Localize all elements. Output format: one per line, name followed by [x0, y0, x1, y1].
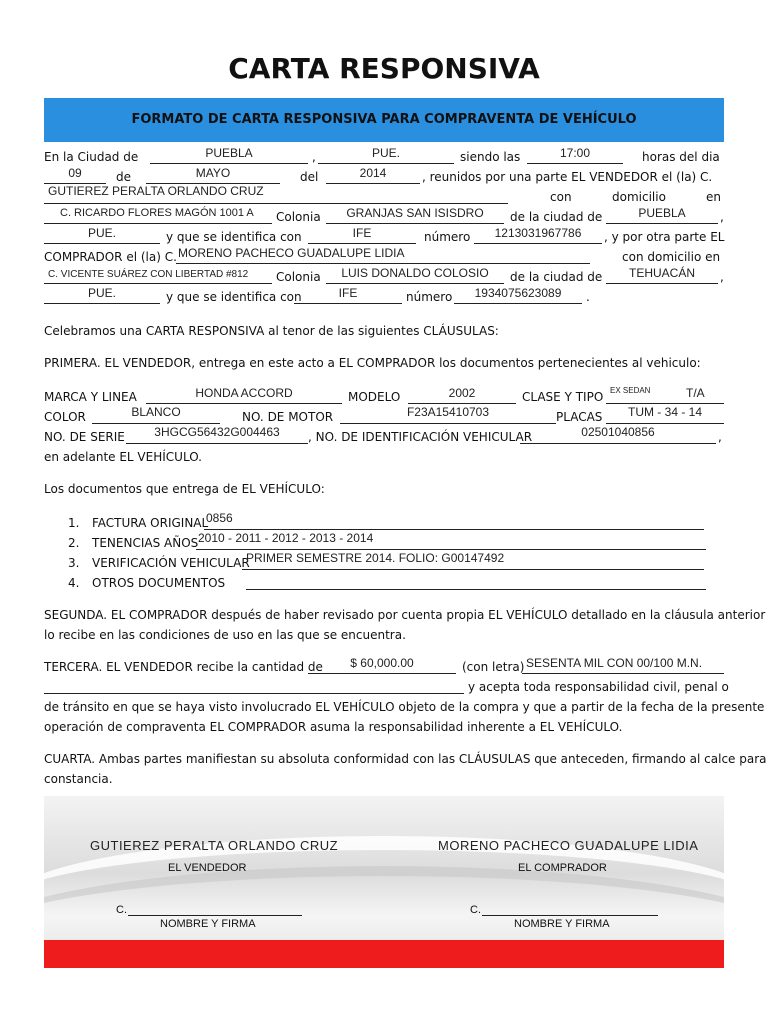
field-comprador-estado[interactable]: PUE. — [87, 286, 116, 300]
clause-intro: Celebramos una CARTA RESPONSIVA al tenor de las siguientes CLÁUSULAS: — [44, 324, 499, 338]
label-ciudad: En la Ciudad de — [44, 150, 139, 164]
field-anio[interactable]: 2014 — [359, 166, 387, 180]
label-docs-entrega: Los documentos que entrega de EL VEHÍCULO: — [44, 482, 325, 496]
field-comprador-ciudad[interactable]: TEHUACÁN — [628, 266, 695, 280]
field-clase[interactable]: EX SEDAN — [610, 386, 651, 395]
signature-comprador-role: EL COMPRADOR — [518, 862, 607, 874]
label-horas-del-dia: horas del dia — [642, 150, 720, 164]
field-vendedor[interactable]: GUTIEREZ PERALTA ORLANDO CRUZ — [48, 184, 264, 198]
label-de-la-ciudad: de la ciudad de — [510, 210, 603, 224]
field-marca-linea[interactable]: HONDA ACCORD — [195, 386, 293, 400]
label-factura: FACTURA ORIGINAL — [92, 516, 209, 530]
field-vendedor-estado[interactable]: PUE. — [87, 226, 116, 240]
field-comprador-domicilio[interactable]: C. VICENTE SUÁREZ CON LIBERTAD #812 — [48, 269, 249, 280]
signature-vendedor-caption: NOMBRE Y FIRMA — [160, 918, 256, 930]
field-ident-vehicular[interactable]: 02501040856 — [581, 425, 655, 439]
label-con-letra: (con letra) — [462, 660, 525, 674]
label-no-ident: , NO. DE IDENTIFICACIÓN VEHICULAR — [308, 430, 533, 444]
clause-segunda-line2: lo recibe en las condiciones de uso en las que se encuentra. — [44, 628, 406, 642]
label-con: con — [550, 190, 572, 204]
field-motor[interactable]: F23A15410703 — [406, 405, 490, 419]
field-comprador-id-numero[interactable]: 1934075623089 — [474, 286, 562, 300]
clause-cuarta-line1: CUARTA. Ambas partes manifiestan su absoluta conformidad con las CLÁUSULAS que anteceden, firmando al calce para — [44, 752, 767, 766]
footer-bar — [44, 940, 724, 968]
label-de: de — [116, 170, 131, 184]
field-ciudad[interactable]: PUEBLA — [205, 146, 253, 160]
label-color: COLOR — [44, 410, 86, 424]
field-vendedor-ciudad[interactable]: PUEBLA — [638, 206, 686, 220]
label-clase-tipo: CLASE Y TIPO — [522, 390, 604, 404]
list-num-4: 4. — [68, 576, 80, 590]
signature-comprador-c: C. — [470, 904, 481, 916]
label-identifica-2: y que se identifica con — [166, 290, 302, 304]
field-tipo[interactable]: T/A — [686, 386, 705, 400]
field-verificacion[interactable]: PRIMER SEMESTRE 2014. FOLIO: G00147492 — [246, 551, 505, 565]
signature-comprador-caption: NOMBRE Y FIRMA — [514, 918, 610, 930]
field-vendedor-id-tipo[interactable]: IFE — [352, 226, 372, 240]
clause-tercera-line4: operación de compraventa EL COMPRADOR asuma la responsabilidad inherente a EL VEHÍCULO. — [44, 720, 623, 734]
label-no-serie: NO. DE SERIE — [44, 430, 125, 444]
label-comprador: COMPRADOR el (la) C. — [44, 250, 177, 264]
field-vendedor-domicilio[interactable]: C. RICARDO FLORES MAGÓN 1001 A — [60, 207, 254, 219]
field-color[interactable]: BLANCO — [131, 405, 181, 419]
field-comprador[interactable]: MORENO PACHECO GUADALUPE LIDIA — [178, 246, 405, 260]
label-en: en — [706, 190, 721, 204]
signature-vendedor-name: GUTIEREZ PERALTA ORLANDO CRUZ — [90, 838, 339, 853]
label-colonia-2: Colonia — [276, 270, 321, 284]
field-mes[interactable]: MAYO — [195, 166, 231, 180]
field-estado[interactable]: PUE. — [371, 146, 400, 160]
field-tenencias[interactable]: 2010 - 2011 - 2012 - 2013 - 2014 — [198, 531, 374, 545]
label-siendo-las: siendo las — [460, 150, 521, 164]
signature-vendedor-role: EL VENDEDOR — [168, 862, 247, 874]
clause-segunda-line1: SEGUNDA. EL COMPRADOR después de haber revisado por cuenta propia EL VEHÍCULO detallado en la cláusula anterior — [44, 608, 766, 622]
label-por-otra-parte: , y por otra parte EL — [604, 230, 725, 244]
label-otros: OTROS DOCUMENTOS — [92, 576, 226, 590]
field-vendedor-colonia[interactable]: GRANJAS SAN ISISDRO — [346, 206, 484, 220]
clause-tercera-line2: y acepta toda responsabilidad civil, penal o — [468, 680, 729, 694]
label-de-la-ciudad-2: de la ciudad de — [510, 270, 603, 284]
clause-tercera-line1: TERCERA. EL VENDEDOR recibe la cantidad de — [44, 660, 323, 674]
label-en-adelante: en adelante EL VEHÍCULO. — [44, 450, 202, 464]
field-cantidad-letra[interactable]: SESENTA MIL CON 00/100 M.N. — [526, 656, 703, 670]
clause-primera: PRIMERA. EL VENDEDOR, entrega en este acto a EL COMPRADOR los documentos pertenecientes al vehiculo: — [44, 356, 701, 370]
list-num-2: 2. — [68, 536, 80, 550]
signature-vendedor-c: C. — [116, 904, 127, 916]
document-title: CARTA RESPONSIVA — [228, 52, 540, 85]
label-tenencias: TENENCIAS AÑOS — [92, 536, 199, 550]
label-marca-linea: MARCA Y LINEA — [44, 390, 137, 404]
label-domicilio: domicilio — [612, 190, 666, 204]
label-identifica: y que se identifica con — [166, 230, 302, 244]
clause-cuarta-line2: constancia. — [44, 772, 113, 786]
label-verificacion: VERIFICACIÓN VEHICULAR — [92, 556, 250, 570]
label-placas: PLACAS — [556, 410, 603, 424]
field-hora[interactable]: 17:00 — [559, 146, 591, 160]
label-colonia: Colonia — [276, 210, 321, 224]
label-numero: número — [424, 230, 471, 244]
field-serie[interactable]: 3HGCG56432G004463 — [154, 425, 280, 439]
signature-comprador-name: MORENO PACHECO GUADALUPE LIDIA — [438, 838, 699, 853]
field-factura[interactable]: 0856 — [206, 511, 233, 525]
field-comprador-id-tipo[interactable]: IFE — [338, 286, 358, 300]
label-del: del — [300, 170, 319, 184]
field-placas[interactable]: TUM - 34 - 14 — [627, 405, 702, 419]
list-num-3: 3. — [68, 556, 80, 570]
label-modelo: MODELO — [348, 390, 401, 404]
clause-tercera-line3: de tránsito en que se haya visto involucrado EL VEHÍCULO objeto de la compra y que a partir de la fecha de la presente — [44, 700, 765, 714]
label-con-domicilio-en: con domicilio en — [622, 250, 721, 264]
field-dia[interactable]: 09 — [68, 166, 82, 180]
field-modelo[interactable]: 2002 — [448, 386, 476, 400]
label-numero-2: número — [406, 290, 453, 304]
field-comprador-colonia[interactable]: LUIS DONALDO COLOSIO — [341, 266, 489, 280]
field-vendedor-id-numero[interactable]: 1213031967786 — [494, 226, 582, 240]
label-no-motor: NO. DE MOTOR — [242, 410, 334, 424]
field-cantidad[interactable]: $ 60,000.00 — [350, 656, 414, 670]
list-num-1: 1. — [68, 516, 80, 530]
form-banner: FORMATO DE CARTA RESPONSIVA PARA COMPRAVENTA DE VEHÍCULO — [44, 98, 724, 142]
label-reunidos: , reunidos por una parte EL VENDEDOR el (la) C. — [422, 170, 713, 184]
